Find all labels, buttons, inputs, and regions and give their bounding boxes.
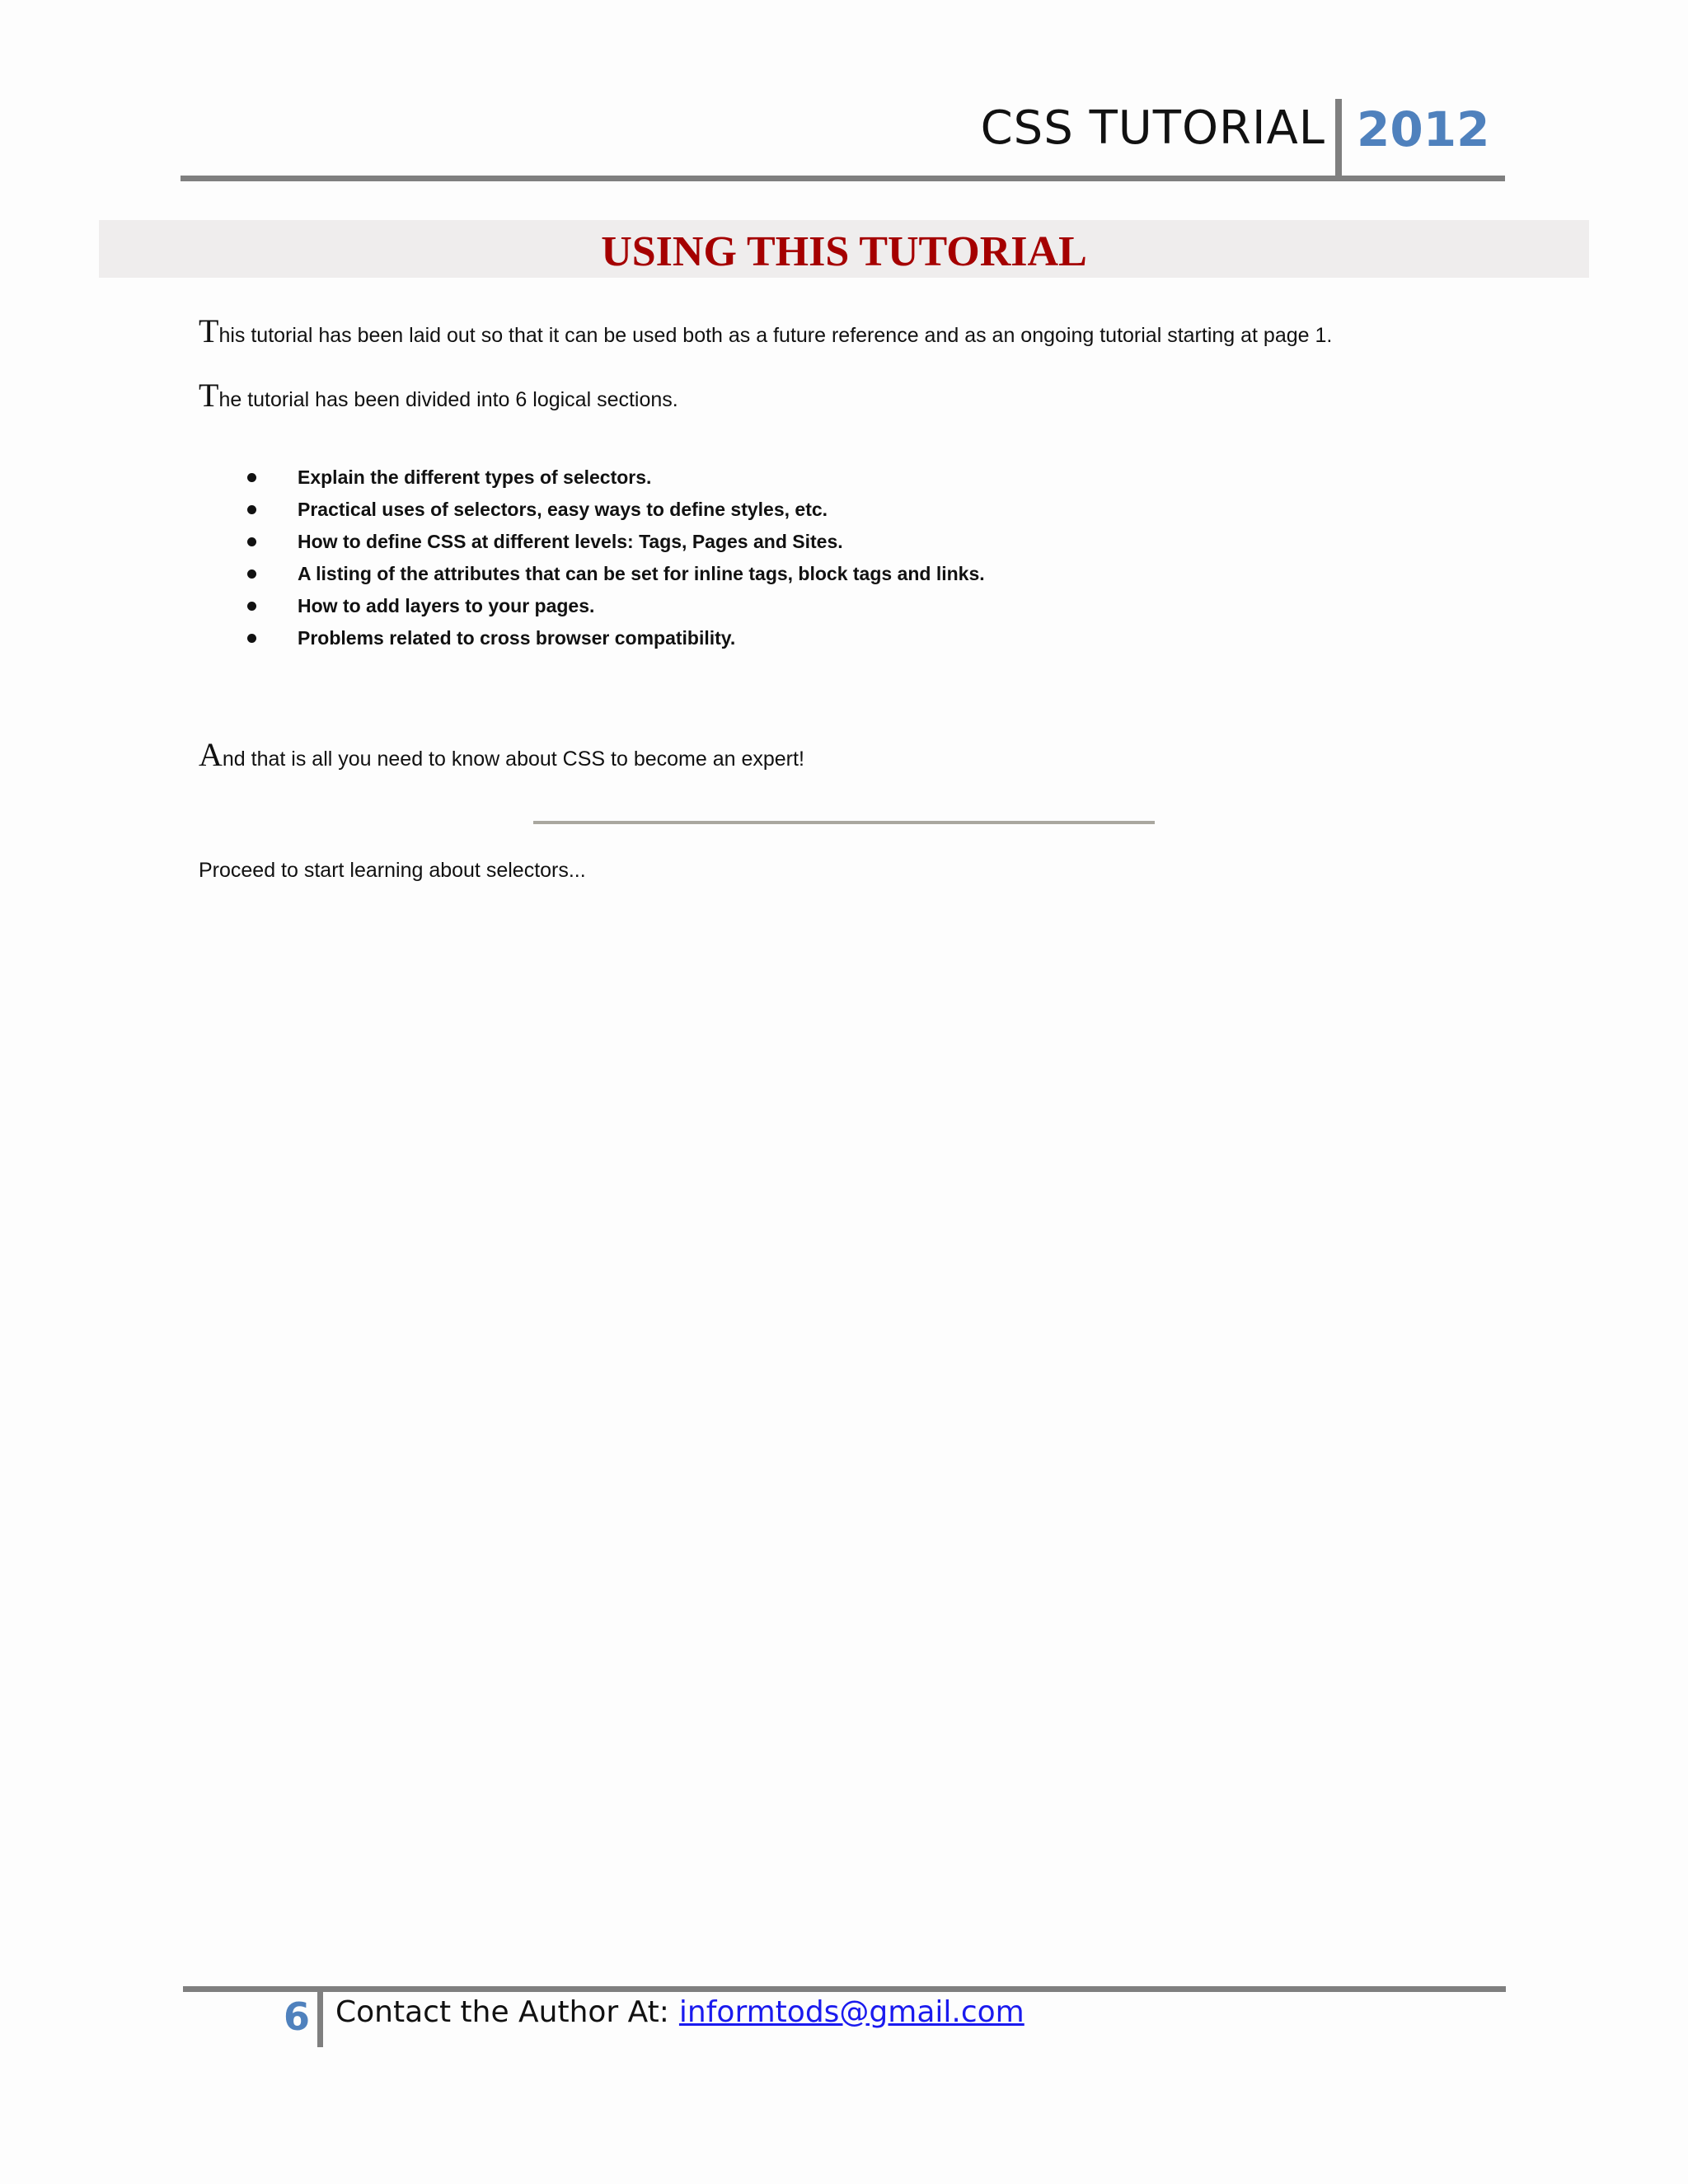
- intro-initial: T: [199, 312, 219, 349]
- section-title: USING THIS TUTORIAL: [601, 228, 1087, 275]
- sections-text: he tutorial has been divided into 6 logical sections.: [218, 388, 678, 411]
- section-banner: [99, 220, 1589, 278]
- closing-paragraph: [199, 735, 804, 774]
- author-email-link[interactable]: informtods@gmail.com: [678, 1995, 1025, 2029]
- footer-contact: [335, 1995, 1025, 2029]
- sections-paragraph: [199, 376, 678, 415]
- contact-label: Contact the Author At:: [335, 1995, 669, 2029]
- intro-text: his tutorial has been laid out so that it can be used both as a future reference and as an ongoing tutorial starting at page 1.: [218, 324, 1333, 347]
- intro-paragraph: [199, 312, 1332, 350]
- bullet-icon: [247, 569, 256, 579]
- document-header-year: 2012: [1357, 101, 1490, 157]
- bullet-icon: [247, 537, 256, 546]
- footer-divider: [317, 1990, 323, 2047]
- proceed-text: Proceed to start learning about selectors...: [199, 859, 586, 882]
- bullet-icon: [247, 505, 256, 514]
- footer-rule: [183, 1986, 1506, 1992]
- bullet-icon: [247, 634, 256, 643]
- document-header-title: CSS TUTORIAL: [980, 101, 1325, 155]
- header-divider: [1335, 99, 1342, 180]
- bullet-icon: [247, 473, 256, 482]
- sections-initial: T: [199, 377, 219, 414]
- header-rule: [181, 176, 1505, 181]
- bullet-icon: [247, 602, 256, 611]
- page-number: 6: [284, 1994, 311, 2039]
- closing-initial: A: [199, 736, 223, 773]
- closing-text: nd that is all you need to know about CSS to become an expert!: [222, 748, 804, 771]
- horizontal-rule: [533, 821, 1155, 824]
